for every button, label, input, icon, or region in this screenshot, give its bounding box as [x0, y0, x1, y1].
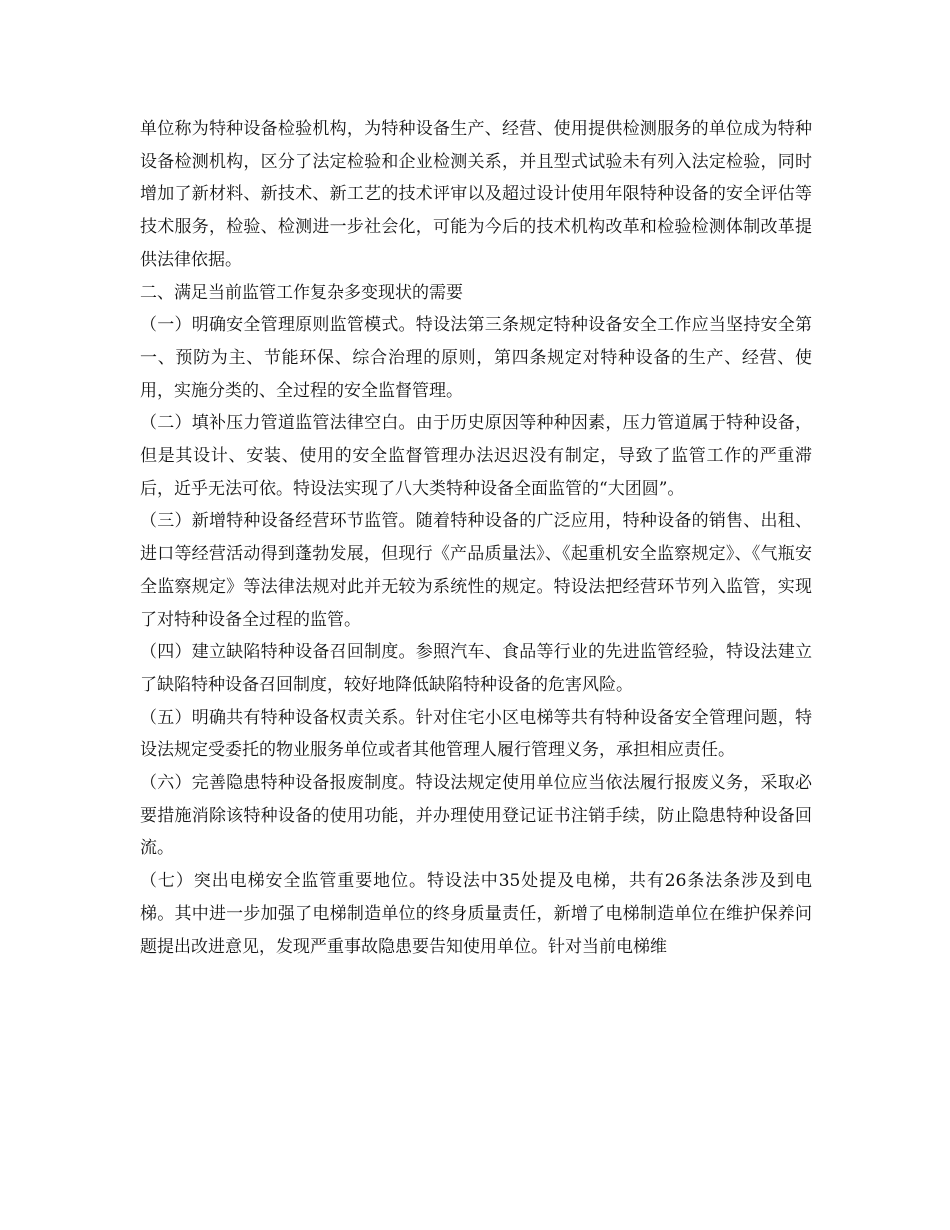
- item-paragraph-5: （五）明确共有特种设备权责关系。针对住宅小区电梯等共有特种设备安全管理问题，特设法规定受委托的物业服务单位或者其他管理人履行管理义务，承担相应责任。: [140, 707, 812, 761]
- item-paragraph-2: （二）填补压力管道监管法律空白。由于历史原因等种种因素，压力管道属于特种设备，但是其设计、安装、使用的安全监督管理办法迟迟没有制定，导致了监管工作的严重滞后，近乎无法可依。特设法实现了八大类特种设备全面监管的“大团圆”。: [140, 413, 812, 499]
- document-page: [140, 113, 812, 963]
- section-heading: 二、满足当前监管工作复杂多变现状的需要: [140, 282, 463, 303]
- item-paragraph-6: （六）完善隐患特种设备报废制度。特设法规定使用单位应当依法履行报废义务，采取必要措施消除该特种设备的使用功能，并办理使用登记证书注销手续，防止隐患特种设备回流。: [140, 773, 812, 859]
- intro-paragraph: 单位称为特种设备检验机构，为特种设备生产、经营、使用提供检测服务的单位成为特种设备检测机构，区分了法定检验和企业检测关系，并且型式试验未有列入法定检验，同时增加了新材料、新技术、新工艺的技术评审以及超过设计使用年限特种设备的安全评估等技术服务，检验、检测进一步社会化，可能为今后的技术机构改革和检验检测体制改革提供法律依据。: [140, 119, 812, 270]
- item-paragraph-3: （三）新增特种设备经营环节监管。随着特种设备的广泛应用，特种设备的销售、出租、进口等经营活动得到蓬勃发展，但现行《产品质量法》、《起重机安全监察规定》、《气瓶安全监察规定》等法律法规对此并无较为系统性的规定。特设法把经营环节列入监管，实现了对特种设备全过程的监管。: [140, 511, 812, 630]
- item-paragraph-1: （一）明确安全管理原则监管模式。特设法第三条规定特种设备安全工作应当坚持安全第一、预防为主、节能环保、综合治理的原则，第四条规定对特种设备的生产、经营、使用，实施分类的、全过程的安全监督管理。: [140, 315, 812, 401]
- item-paragraph-7: （七）突出电梯安全监管重要地位。特设法中35处提及电梯，共有26条法条涉及到电梯。其中进一步加强了电梯制造单位的终身质量责任，新增了电梯制造单位在维护保养问题提出改进意见，发现严重事故隐患要告知使用单位。针对当前电梯维: [140, 871, 812, 957]
- item-paragraph-4: （四）建立缺陷特种设备召回制度。参照汽车、食品等行业的先进监管经验，特设法建立了缺陷特种设备召回制度，较好地降低缺陷特种设备的危害风险。: [140, 642, 812, 695]
